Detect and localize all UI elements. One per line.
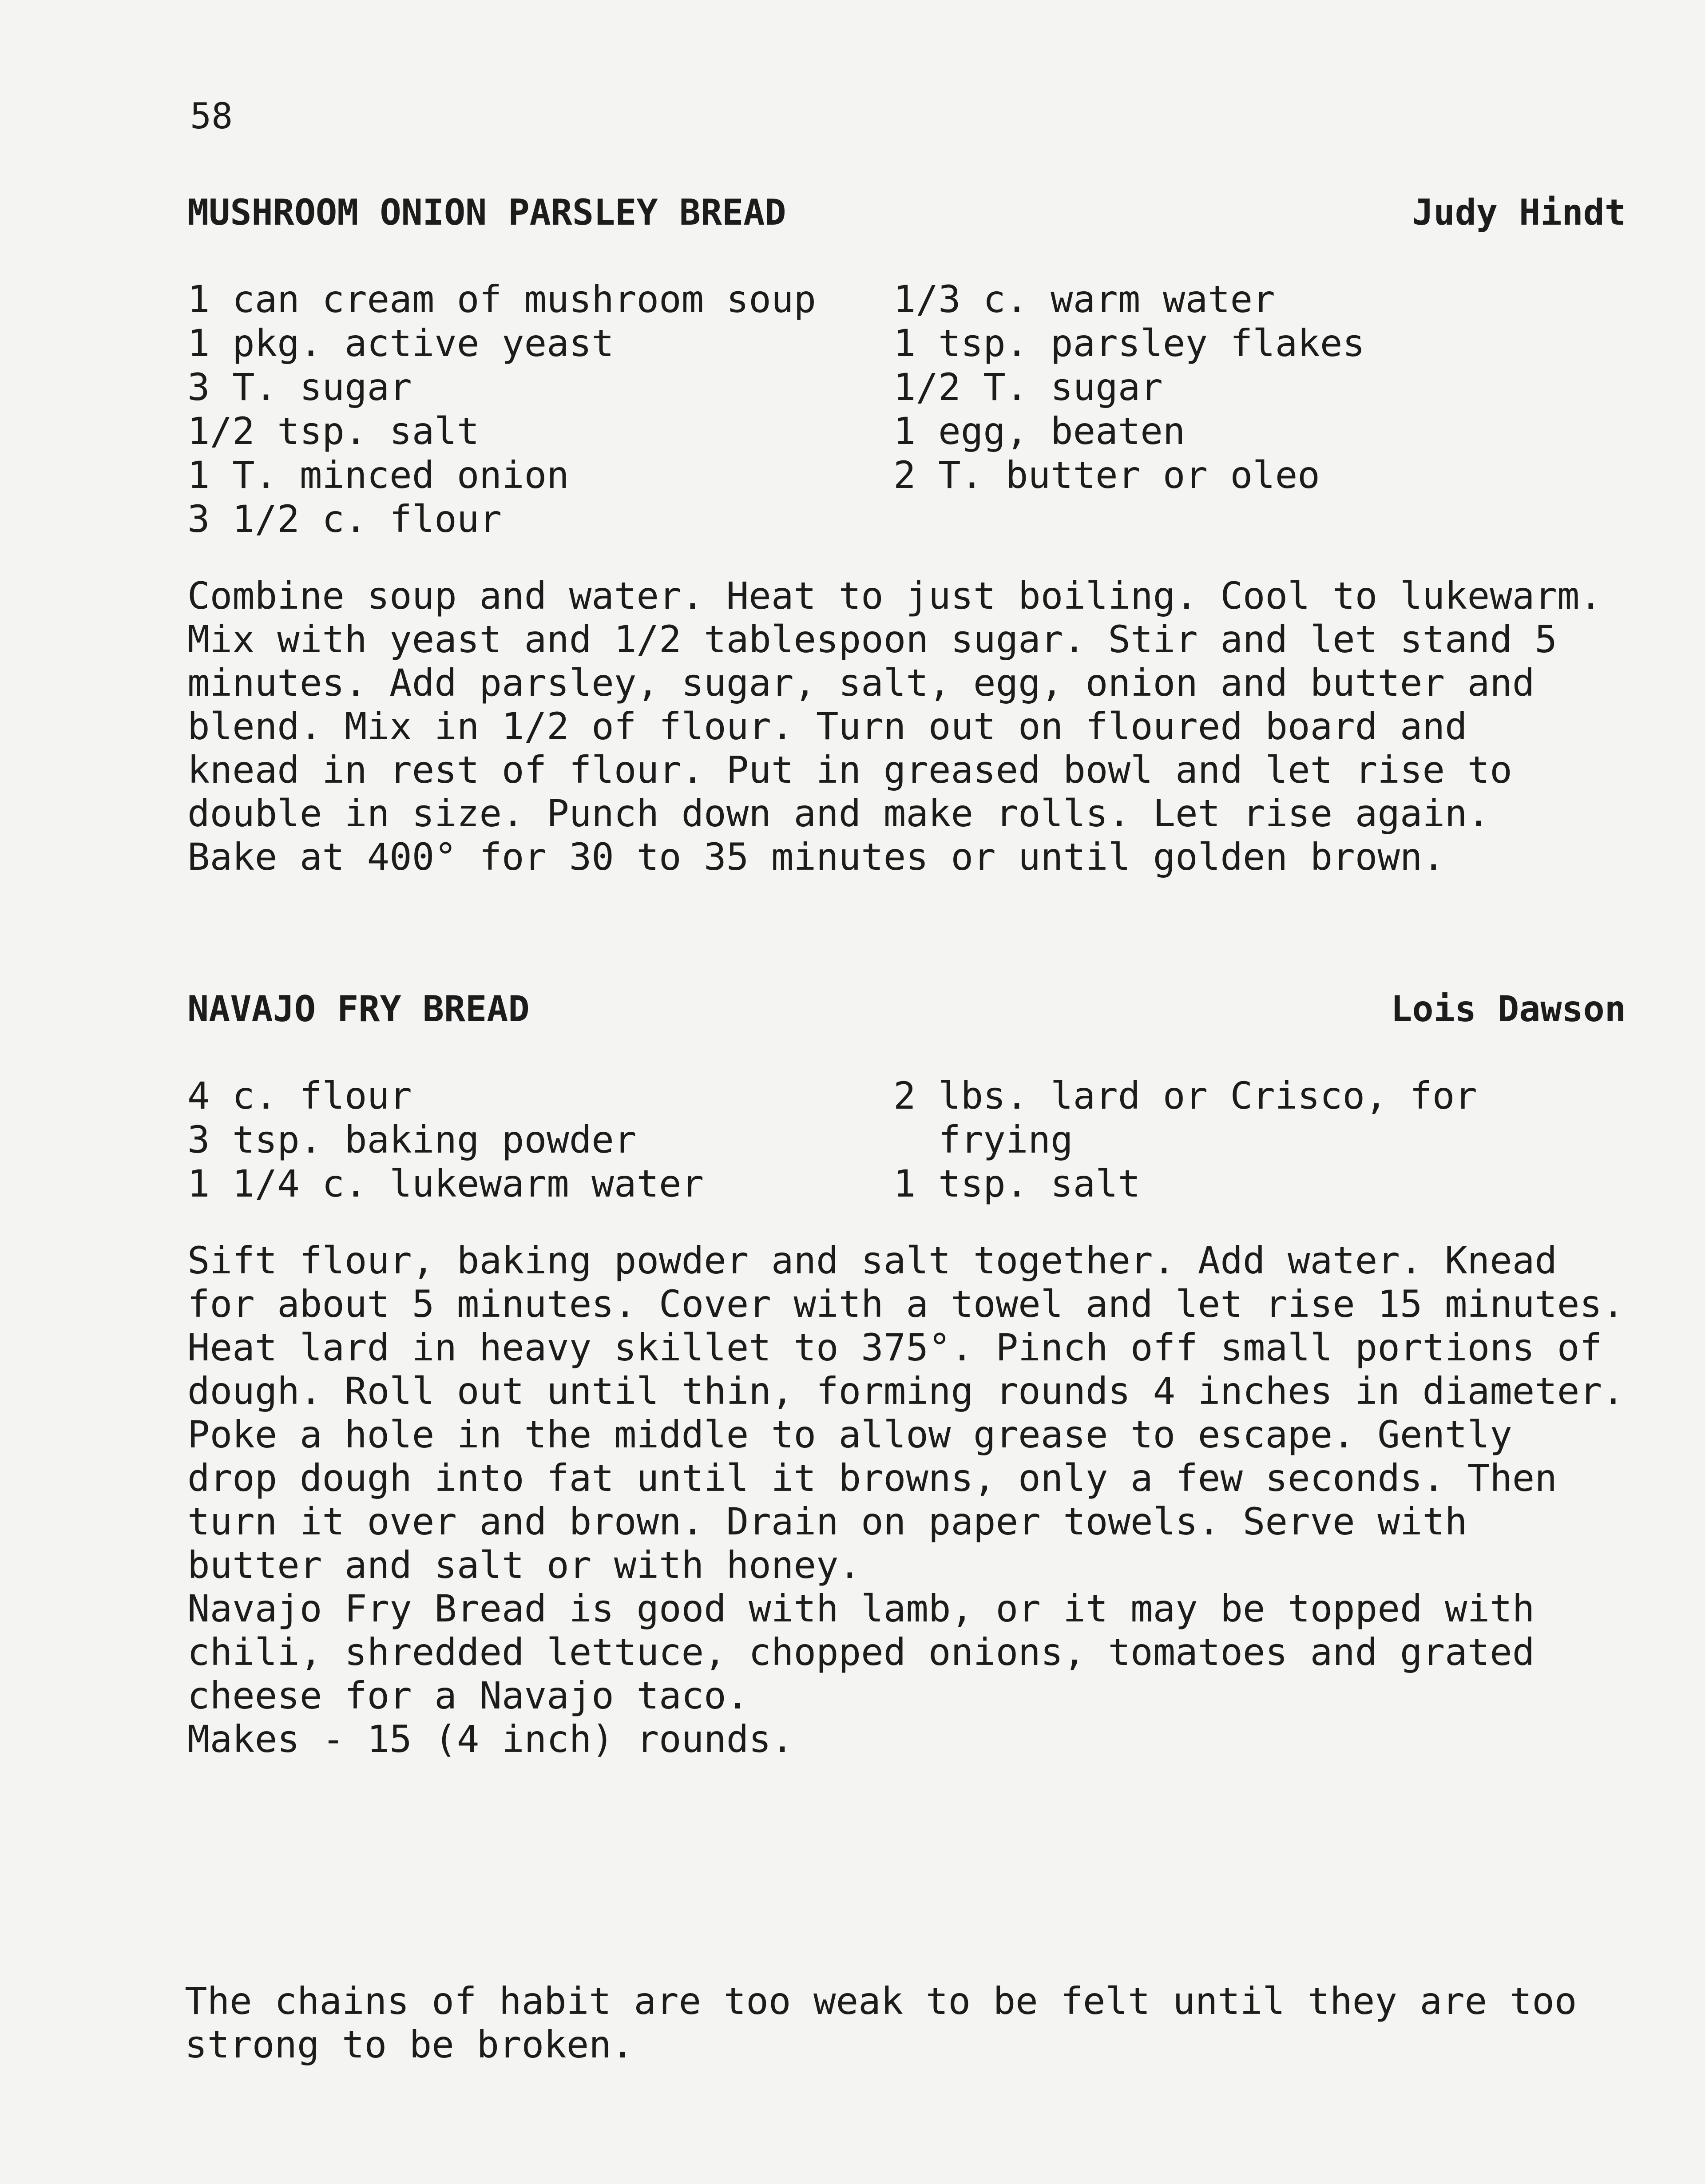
ingredient: 3 T. sugar — [187, 365, 412, 409]
ingredient: 1/2 T. sugar — [893, 365, 1163, 409]
ingredient: 2 lbs. lard or Crisco, for — [893, 1074, 1477, 1118]
ingredient: 1 tsp. parsley flakes — [893, 321, 1365, 365]
ingredient: 1 can cream of mushroom soup — [187, 277, 817, 321]
ingredient-column-left — [187, 277, 893, 541]
recipe-directions: Combine soup and water. Heat to just boiling. Cool to lukewarm. Mix with yeast and 1/2 tablespoon sugar. Stir and let stand 5 minutes. Add parsley, sugar, salt, egg, onion and butter and blend. Mix in 1/2 of flour. Turn out on floured board and knead in rest of flour. Put in greased bowl and let rise to double in size. Punch down and make rolls. Let rise again. Bake at 400° for 30 to 35 minutes or until golden brown. — [187, 574, 1602, 879]
ingredient: 4 c. flour — [187, 1074, 412, 1118]
ingredient: 1 T. minced onion — [187, 453, 569, 497]
ingredient-list — [187, 277, 1626, 541]
ingredient-list — [187, 1074, 1626, 1206]
recipe-note: Navajo Fry Bread is good with lamb, or it may be topped with chili, shredded lettuce, chopped onions, tomatoes and grated cheese for a Navajo taco. Makes - 15 (4 inch) rounds. — [187, 1587, 1535, 1761]
ingredient: 1/2 tsp. salt — [187, 409, 480, 453]
recipe-header — [187, 988, 1626, 1030]
recipe-header — [187, 192, 1626, 233]
ingredient: frying — [893, 1118, 1073, 1161]
ingredient: 1 1/4 c. lukewarm water — [187, 1162, 704, 1205]
recipe-title: MUSHROOM ONION PARSLEY BREAD — [187, 192, 786, 233]
closing-quote: The chains of habit are too weak to be felt until they are too strong to be broken. — [185, 1979, 1577, 2066]
ingredient: 1 egg, beaten — [893, 409, 1186, 453]
ingredient-column-right — [893, 1074, 1604, 1206]
page-number: 58 — [190, 95, 233, 137]
ingredient: 2 T. butter or oleo — [893, 453, 1320, 497]
recipe-author: Judy Hindt — [1412, 192, 1626, 233]
ingredient-column-right — [893, 277, 1604, 541]
recipe-title: NAVAJO FRY BREAD — [187, 988, 530, 1030]
ingredient: 3 1/2 c. flour — [187, 497, 502, 541]
recipe-directions: Sift flour, baking powder and salt together. Add water. Knead for about 5 minutes. Cover with a towel and let rise 15 minutes. Heat lard in heavy skillet to 375°. Pinch off small portions of dough. Roll out until thin, forming rounds 4 inches in diameter. Poke a hole in the middle to allow grease to escape. Gently drop dough into fat until it browns, only a few seconds. Then turn it over and brown. Drain on paper towels. Serve with butter and salt or with honey. — [187, 1239, 1625, 1587]
recipe-navajo-fry-bread — [187, 988, 1626, 1761]
recipe-mushroom-onion-parsley-bread — [187, 192, 1626, 879]
recipe-author: Lois Dawson — [1391, 988, 1626, 1030]
ingredient: 1/3 c. warm water — [893, 277, 1275, 321]
ingredient: 1 tsp. salt — [893, 1162, 1141, 1205]
ingredient-column-left — [187, 1074, 893, 1206]
ingredient: 3 tsp. baking powder — [187, 1118, 637, 1161]
ingredient: 1 pkg. active yeast — [187, 321, 614, 365]
